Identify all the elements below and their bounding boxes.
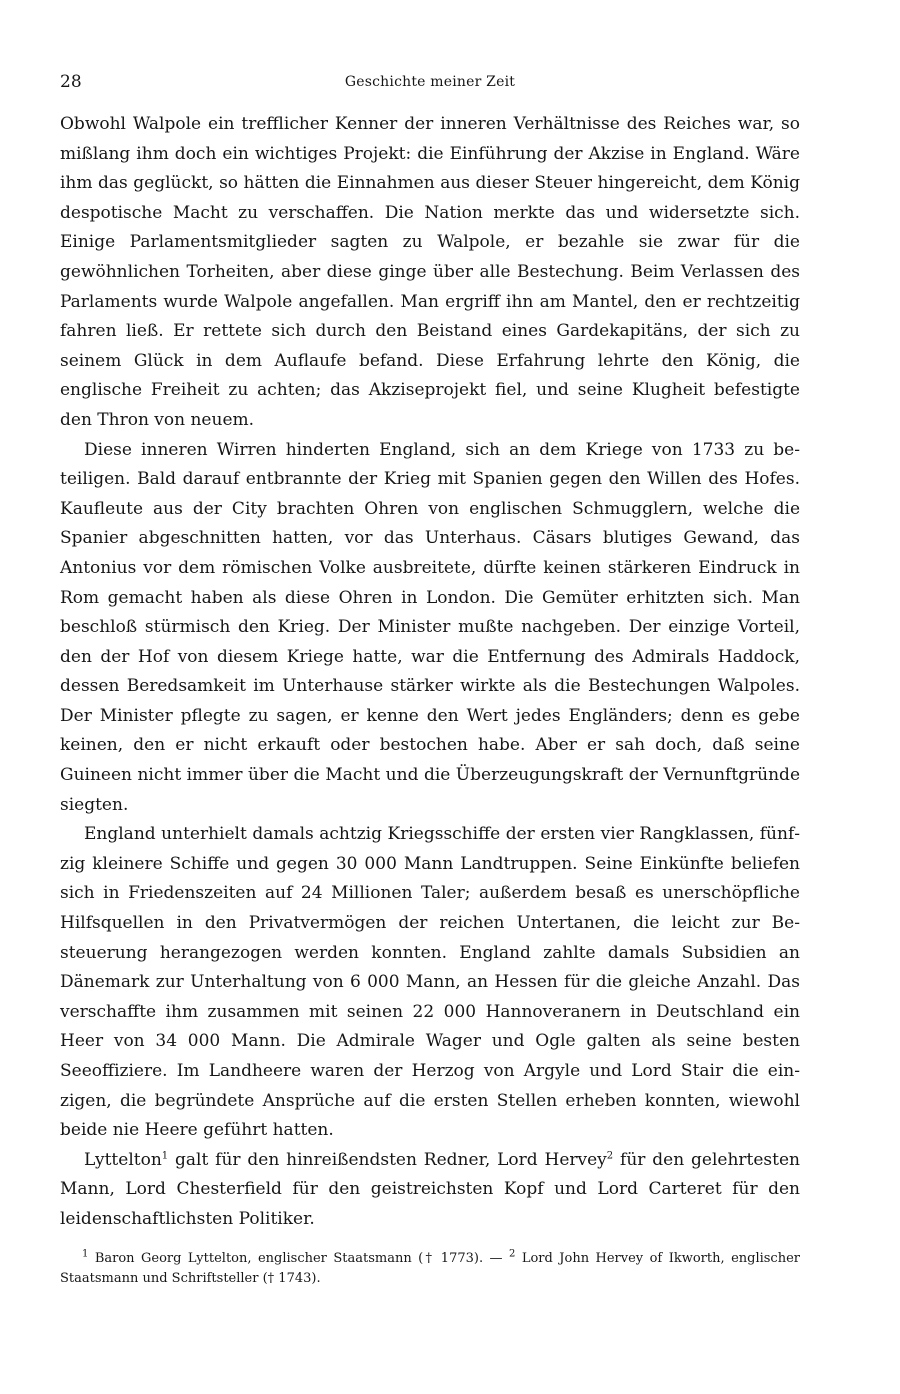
- page-number: 28: [60, 72, 82, 92]
- running-title: Geschichte meiner Zeit: [344, 74, 516, 90]
- paragraph-english-forces: England unterhielt damals achtzig Kriegsschiffe der ersten vier Rangklassen, fünfzig kleinere Schiffe und gegen 30 000 Mann Landtruppen. Seine Einkünfte beliefen sich in Friedenszeiten auf 24 Millionen Taler; außerdem besaß es unerschöpfliche Hilfsquellen in den Privatvermögen der reichen Untertanen, die leicht zur Besteuerung herangezogen werden konnten. England zahlte damals Subsidien an Dänemark zur Unterhaltung von 6 000 Mann, an Hessen für die gleiche Anzahl. Das verschaffte ihm zusammen mit seinen 22 000 Hannoveranern in Deutschland ein Heer von 34 000 Mann. Die Admirale Wager und Ogle galten als seine besten Seeoffiziere. Im Landheere waren der Herzog von Argyle und Lord Stair die einzigen, die begründete Ansprüche auf die ersten Stellen erheben konnten, wiewohl beide nie Heere geführt hatten.: [60, 824, 800, 1141]
- footnote-text-1: Baron Georg Lyttelton, englischer Staatsmann († 1773). —: [88, 1250, 510, 1266]
- footnote-text-2: Lord John Hervey of Ikworth, englischer Staatsmann und Schriftsteller († 1743).: [60, 1250, 800, 1286]
- body-text: [60, 110, 800, 1235]
- book-page: [60, 70, 800, 1289]
- paragraph-walpole-excise: Obwohl Walpole ein trefflicher Kenner der inneren Verhältnisse des Reiches war, so mißlang ihm doch ein wichtiges Projekt: die Einführung der Akzise in England. Wäre ihm das geglückt, so hätten die Einnahmen aus dieser Steuer hingereicht, dem König despotische Macht zu verschaffen. Die Nation merkte das und widersetzte sich. Einige Parlamentsmitglieder sagten zu Walpole, er bezahle sie zwar für die gewöhnlichen Torheiten, aber diese ginge über alle Bestechung. Beim Verlassen des Parlaments wurde Walpole angefallen. Man ergriff ihn am Mantel, den er rechtzeitig fahren ließ. Er rettete sich durch den Beistand eines Gardekapitäns, der sich zu seinem Glück in dem Auflaufe befand. Diese Erfahrung lehrte den König, die englische Freiheit zu achten; das Akziseprojekt fiel, und seine Klugheit befestigte den Thron von neuem.: [60, 114, 800, 430]
- paragraph-statesmen-text-b: galt für den hinreißendsten Redner, Lord Hervey: [168, 1149, 607, 1170]
- paragraph-statesmen: [60, 1146, 800, 1235]
- footnote-marker-2: 2: [509, 1248, 516, 1260]
- footnote-ref-2: 2: [606, 1150, 614, 1162]
- running-head: [60, 70, 800, 110]
- paragraph-war-with-spain: Diese inneren Wirren hinderten England, sich an dem Kriege von 1733 zu beteiligen. Bald darauf entbrannte der Krieg mit Spanien gegen den Willen des Hofes. Kaufleute aus der City brachten Ohren von englischen Schmugglern, welche die Spanier abgeschnitten hatten, vor das Unterhaus. Cäsars blutiges Gewand, das Antonius vor dem römischen Volke ausbreitete, dürfte keinen stärkeren Eindruck in Rom gemacht haben als diese Ohren in London. Die Gemüter erhitzten sich. Man beschloß stürmisch den Krieg. Der Minister mußte nachgeben. Der einzige Vorteil, den der Hof von diesem Kriege hatte, war die Entfernung des Admirals Haddock, dessen Beredsamkeit im Unterhause stärker wirkte als die Bestechungen Walpoles. Der Minister pflegte zu sagen, er kenne den Wert jedes Engländers; denn es gebe keinen, den er nicht erkauft oder bestochen habe. Aber er sah doch, daß seine Guineen nicht immer über die Macht und die Überzeugungskraft der Vernunftgründe siegten.: [60, 439, 800, 815]
- footnote-marker-1: 1: [82, 1248, 89, 1260]
- footnote-ref-1: 1: [161, 1150, 169, 1162]
- paragraph-statesmen-text-a: Lyttelton: [84, 1149, 162, 1170]
- paragraph-statesmen-text-c: für den gelehrtesten Mann, Lord Chesterfield für den geistreichsten Kopf und Lord Carteret für den leidenschaftlichsten Politiker.: [60, 1149, 800, 1229]
- footnotes: [60, 1249, 800, 1289]
